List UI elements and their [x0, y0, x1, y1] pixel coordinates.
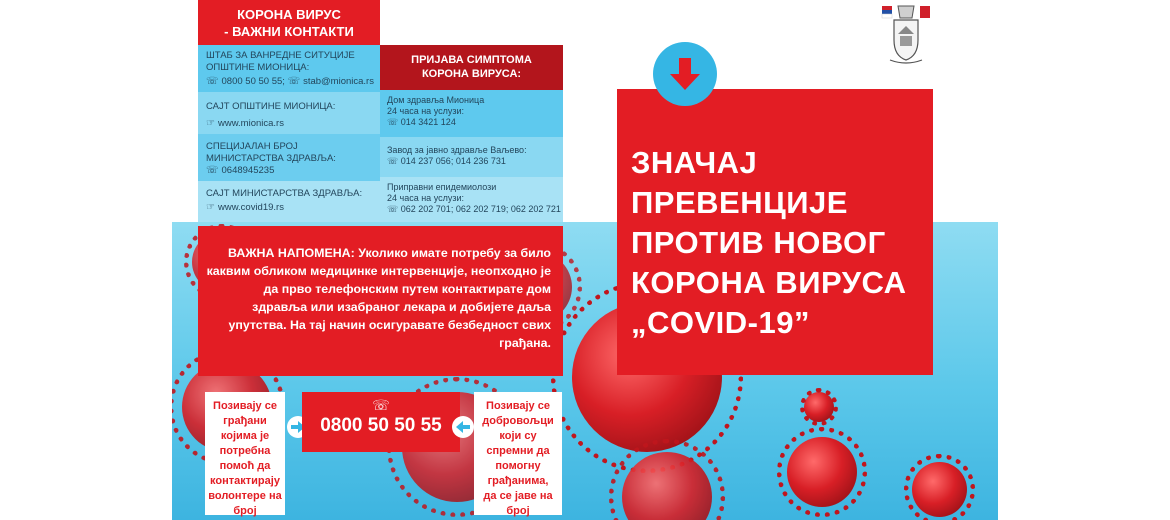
hotline-box[interactable]	[302, 392, 460, 452]
title-line: ПРЕВЕНЦИЈЕ	[631, 185, 848, 220]
important-note	[198, 226, 563, 376]
contacts-header-line: КОРОНА ВИРУС	[237, 7, 341, 22]
virus-illustration	[804, 392, 834, 422]
call-info-line: грађанима,	[487, 475, 549, 487]
note-label: ВАЖНА НАПОМЕНА:	[228, 246, 355, 260]
arrow-left-icon	[452, 416, 474, 438]
call-info-line: волонтере на	[208, 490, 282, 502]
contact-row	[198, 181, 380, 222]
call-info-line: спремни да	[486, 445, 550, 457]
call-info-line: помогну	[495, 460, 541, 472]
symptoms-header-line: КОРОНА ВИРУСА:	[421, 68, 522, 80]
contact-email[interactable]: stab@mionica.rs	[303, 76, 374, 87]
phone-icon: ☏	[387, 156, 401, 166]
contact-row	[198, 134, 380, 181]
call-info-line: помоћ да	[219, 460, 271, 472]
municipality-crest-icon	[880, 4, 932, 66]
call-info-line: потребна	[219, 445, 271, 457]
symptom-phone[interactable]: 014 237 056; 014 236 731	[400, 156, 506, 166]
virus-illustration	[912, 462, 967, 517]
note-text: Уколико имате потребу за било каквим обликом медицинке интервенције, неопходно је да прво телефонским путем контактирате дом здравља или изабраног лекара и добијете даља упутства. На тај начин осигуравате безбедност свих грађана.	[206, 246, 551, 350]
virus-illustration	[787, 437, 857, 507]
call-info-line: грађани	[223, 415, 267, 427]
phone-icon: ☏	[387, 204, 401, 214]
contact-phone[interactable]: 0800 50 50 55;	[221, 76, 285, 87]
contacts-header	[198, 0, 380, 45]
phone-icon: ☏	[387, 117, 401, 127]
arrow-down-icon	[653, 42, 717, 106]
contact-phone[interactable]: 0648945235	[221, 165, 275, 176]
call-info-line: да се јаве на	[483, 490, 553, 502]
contact-title: САЈТ ОПШТИНЕ МИОНИЦА:	[206, 101, 336, 112]
contact-title: МИНИСТАРСТВА ЗДРАВЉА:	[206, 153, 336, 164]
symptom-text: 24 часа на услузи:	[387, 193, 464, 203]
title-line: ПРОТИВ НОВОГ	[631, 225, 886, 260]
contact-row	[198, 92, 380, 134]
symptom-row	[380, 90, 563, 137]
phone-icon: ☏	[206, 76, 219, 87]
symptom-row	[380, 177, 563, 222]
hotline-number[interactable]: 0800 50 50 55	[320, 415, 442, 436]
title-line: КОРОНА ВИРУСА	[631, 265, 907, 300]
symptom-text: Завод за јавно здравље Ваљево:	[387, 145, 527, 155]
contact-title: СПЕЦИЈАЛАН БРОЈ	[206, 141, 298, 152]
symptom-text: Приправни епидемиолози	[387, 182, 497, 192]
phone-icon: ☏	[372, 397, 390, 413]
symptom-phone[interactable]: 014 3421 124	[400, 117, 456, 127]
contact-title: ШТАБ ЗА ВАНРЕДНЕ СИТУЦИЈЕ	[206, 50, 355, 61]
call-info-line: број	[506, 505, 530, 517]
link-icon: ☞	[206, 118, 215, 129]
contact-title: САЈТ МИНИСТАРСТВА ЗДРАВЉА:	[206, 188, 363, 199]
citizens-call-info	[205, 392, 285, 515]
call-info-line: Позивају се	[486, 400, 550, 412]
call-info-line: којима је	[220, 430, 270, 442]
virus-illustration	[622, 452, 712, 520]
contact-title: ОПШТИНЕ МИОНИЦА:	[206, 62, 310, 73]
symptoms-header	[380, 45, 563, 90]
main-title	[617, 89, 933, 375]
phone-icon: ☏	[287, 76, 301, 87]
call-info-line: Позивају се	[213, 400, 277, 412]
symptom-text: 24 часа на услузи:	[387, 106, 464, 116]
phone-icon: ☏	[206, 165, 219, 176]
contact-link[interactable]: www.covid19.rs	[217, 202, 284, 213]
call-info-line: контактирају	[210, 475, 280, 487]
call-info-line: број	[233, 505, 257, 517]
title-line: „COVID-19”	[631, 305, 810, 340]
title-line: ЗНАЧАЈ	[631, 145, 758, 180]
contact-link[interactable]: www.mionica.rs	[217, 118, 284, 129]
symptom-text: Дом здравља Мионица	[387, 95, 485, 105]
volunteers-call-info	[474, 392, 562, 515]
symptoms-header-line: ПРИЈАВА СИМПТОМА	[411, 54, 532, 66]
contact-row	[198, 45, 380, 92]
call-info-line: који су	[499, 430, 537, 442]
contacts-header-line: - ВАЖНИ КОНТАКТИ	[224, 24, 354, 39]
link-icon: ☞	[206, 202, 215, 213]
symptom-row	[380, 137, 563, 177]
symptom-phone[interactable]: 062 202 701; 062 202 719; 062 202 721	[400, 204, 561, 214]
call-info-line: добровољци	[482, 415, 554, 427]
